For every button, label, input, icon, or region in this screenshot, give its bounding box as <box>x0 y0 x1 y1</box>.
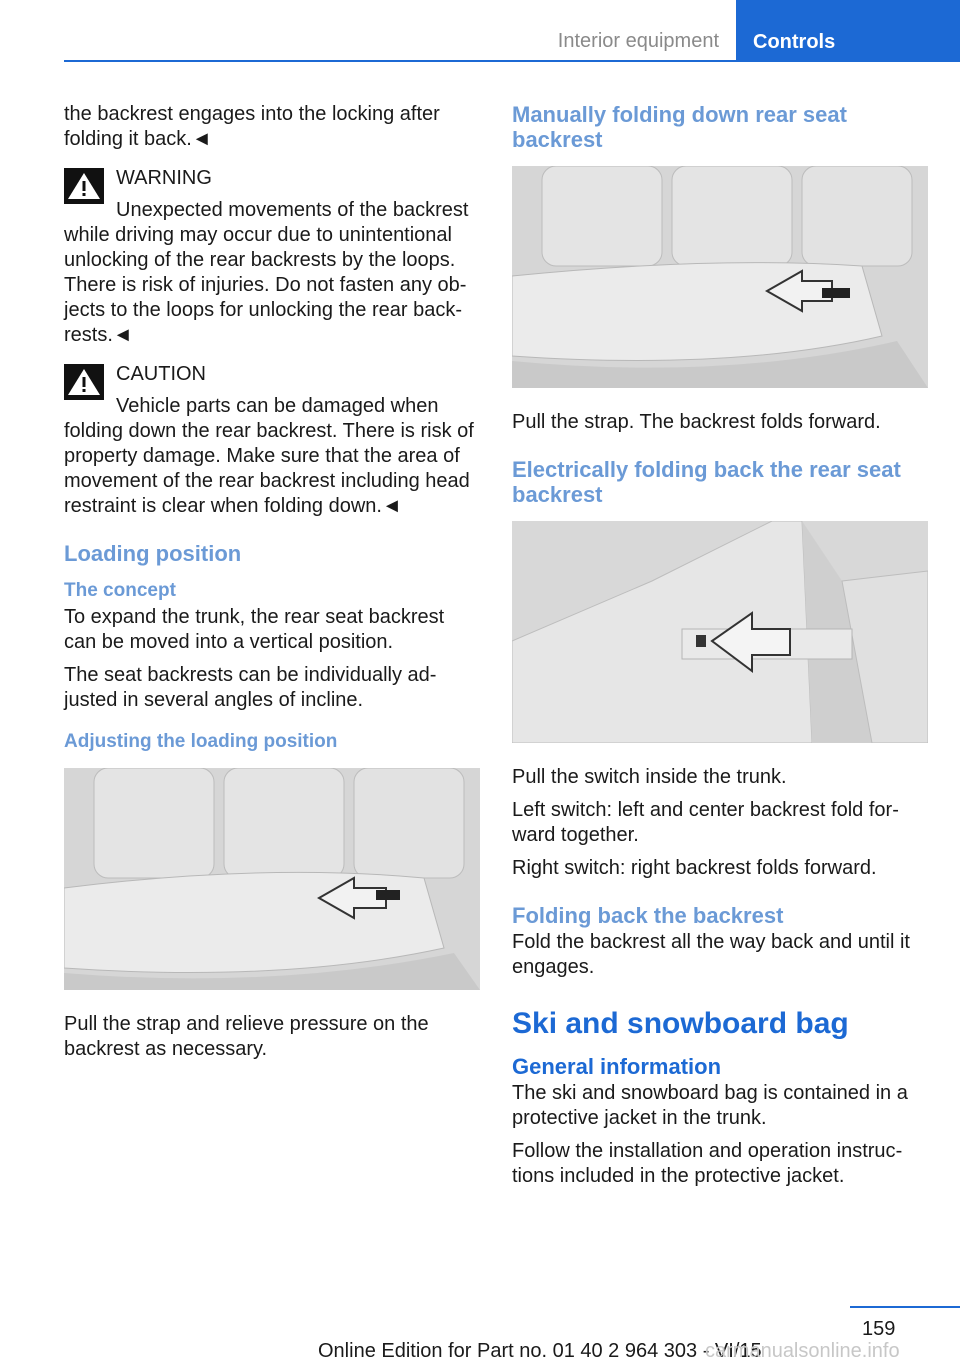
warning-triangle-icon <box>64 364 104 400</box>
rear-seat-strap-illustration <box>64 768 480 990</box>
adjust-paragraph: Pull the strap and relieve pressure on the backrest as necessary. <box>64 1013 429 1060</box>
header-section-title: Interior equipment <box>557 30 719 52</box>
electric-paragraph-1: Pull the switch inside the trunk. <box>512 766 787 788</box>
electric-paragraph-2: Left switch: left and center backrest fold forward together. <box>512 799 899 846</box>
watermark: carmanualsonline.info <box>705 1340 900 1362</box>
concept-paragraph-1: To expand the trunk, the rear seat backrest can be moved into a vertical position. <box>64 606 445 653</box>
concept-paragraph-2: The seat backrests can be individually adjusted in several angles of incline. <box>64 664 437 711</box>
concept-heading: The concept <box>64 580 176 601</box>
footer-rule <box>850 1306 960 1308</box>
caution-label: CAUTION <box>116 363 206 385</box>
warning-text: Unexpected movements of the backrest while driving may occur due to unintentional unlocking of the rear backrests by the loops. There is risk of injuries. Do not fasten any objects to the loops for unlocking the rear backrests.◄ <box>64 199 469 346</box>
header-rule <box>64 60 960 62</box>
general-information-heading: General information <box>512 1054 722 1079</box>
loading-position-heading: Loading position <box>64 541 242 566</box>
right-column <box>512 102 928 1197</box>
continuation-paragraph: the backrest engages into the locking after folding it back.◄ <box>64 103 440 150</box>
fold-back-paragraph: Fold the backrest all the way back and until it engages. <box>512 931 910 978</box>
manual-fold-paragraph: Pull the strap. The backrest folds forward. <box>512 411 881 433</box>
ski-bag-heading: Ski and snowboard bag <box>512 1007 849 1040</box>
caution-text: Vehicle parts can be damaged when folding down the rear backrest. There is risk of property damage. Make sure that the area of movement of the rear backrest including head restraint is clear when folding down.◄ <box>64 395 474 517</box>
left-column <box>64 102 480 1070</box>
header-chapter-tab <box>736 0 960 62</box>
general-paragraph-2: Follow the installation and operation instructions included in the protective jacket. <box>512 1140 903 1187</box>
page-header <box>0 0 960 62</box>
online-edition-text: Online Edition for Part no. 01 40 2 964 303 - VI/15 <box>318 1340 762 1362</box>
trunk-switch-illustration <box>512 521 928 743</box>
header-chapter-label: Controls <box>753 31 836 53</box>
general-paragraph-1: The ski and snowboard bag is contained in a protective jacket in the trunk. <box>512 1082 908 1129</box>
electric-paragraph-3: Right switch: right backrest folds forward. <box>512 857 877 879</box>
warning-note <box>64 166 480 348</box>
warning-label: WARNING <box>116 167 212 189</box>
fold-back-heading: Folding back the backrest <box>512 903 784 928</box>
electric-fold-heading: Electrically folding back the rear seat backrest <box>512 457 901 507</box>
page-number: 159 <box>862 1318 896 1340</box>
warning-triangle-icon <box>64 168 104 204</box>
adjust-loading-heading: Adjusting the loading position <box>64 731 338 752</box>
manual-fold-heading: Manually folding down rear seat backrest <box>512 102 847 152</box>
caution-note <box>64 362 480 519</box>
manual-fold-strap-illustration <box>512 166 928 388</box>
